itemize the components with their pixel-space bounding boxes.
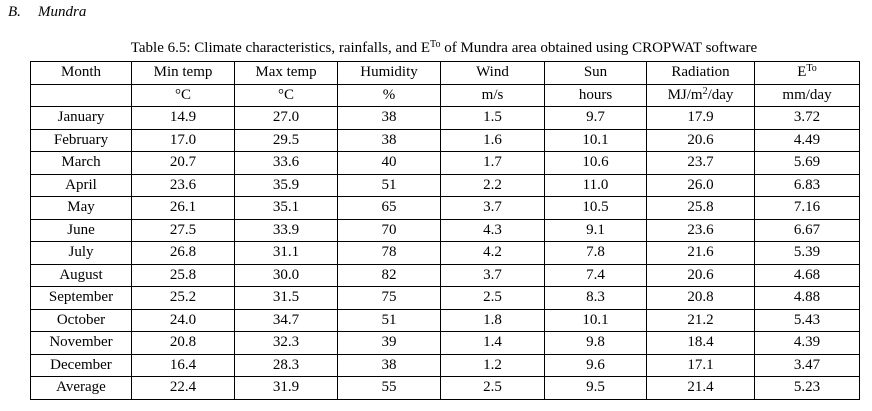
value-cell: 75 [338,287,441,310]
value-cell: 27.0 [235,107,338,130]
value-cell: 21.2 [647,309,755,332]
value-cell: 51 [338,309,441,332]
column-header [441,62,545,85]
unit-cell [31,84,132,107]
column-header-label: Wind [476,64,509,81]
column-header [132,62,235,85]
value-cell: 25.8 [132,264,235,287]
month-cell: September [31,287,132,310]
value-cell: 78 [338,242,441,265]
value-cell: 23.6 [647,219,755,242]
section-heading [8,4,86,21]
value-cell: 7.4 [545,264,647,287]
value-cell: 3.7 [441,197,545,220]
unit-cell [441,84,545,107]
table-caption [30,40,858,57]
value-cell: 22.4 [132,377,235,400]
value-cell: 25.2 [132,287,235,310]
value-cell: 55 [338,377,441,400]
value-cell: 4.39 [755,332,860,355]
table-row [31,377,860,400]
value-cell: 3.7 [441,264,545,287]
table-row [31,197,860,220]
table-row [31,219,860,242]
caption-text-end: of Mundra area obtained using CROPWAT software [440,40,758,56]
table-row [31,242,860,265]
unit-cell [755,84,860,107]
unit-label: mm/day [782,86,832,103]
month-cell: July [31,242,132,265]
value-cell: 21.4 [647,377,755,400]
value-cell: 70 [338,219,441,242]
value-cell: 27.5 [132,219,235,242]
value-cell: 32.3 [235,332,338,355]
value-cell: 25.8 [647,197,755,220]
column-header [235,62,338,85]
value-cell: 1.4 [441,332,545,355]
value-cell: 23.6 [132,174,235,197]
value-cell: 2.5 [441,287,545,310]
month-cell: March [31,152,132,175]
table-row [31,174,860,197]
table-row [31,264,860,287]
table-row [31,332,860,355]
value-cell: 30.0 [235,264,338,287]
value-cell: 6.83 [755,174,860,197]
value-cell: 1.6 [441,129,545,152]
value-cell: 1.5 [441,107,545,130]
value-cell: 38 [338,107,441,130]
value-cell: 23.7 [647,152,755,175]
value-cell: 35.9 [235,174,338,197]
value-cell: 20.8 [647,287,755,310]
unit-superscript: 2 [702,85,708,97]
value-cell: 1.7 [441,152,545,175]
caption-text: Table 6.5: Climate characteristics, rainfalls, and E [130,40,431,56]
month-cell: December [31,354,132,377]
column-header [338,62,441,85]
unit-label: °C [277,86,294,103]
value-cell: 24.0 [132,309,235,332]
value-cell: 3.72 [755,107,860,130]
column-header-label: Radiation [671,64,730,81]
value-cell: 9.5 [545,377,647,400]
month-cell: April [31,174,132,197]
month-cell: August [31,264,132,287]
value-cell: 38 [338,354,441,377]
value-cell: 4.2 [441,242,545,265]
value-cell: 4.88 [755,287,860,310]
month-cell: June [31,219,132,242]
value-cell: 5.69 [755,152,860,175]
value-cell: 28.3 [235,354,338,377]
value-cell: 26.8 [132,242,235,265]
month-cell: January [31,107,132,130]
column-header [31,62,132,85]
value-cell: 29.5 [235,129,338,152]
value-cell: 9.7 [545,107,647,130]
value-cell: 8.3 [545,287,647,310]
value-cell: 9.1 [545,219,647,242]
value-cell: 33.9 [235,219,338,242]
column-header-label: E [797,64,807,81]
value-cell: 51 [338,174,441,197]
value-cell: 11.0 [545,174,647,197]
month-cell: Average [31,377,132,400]
value-cell: 3.47 [755,354,860,377]
value-cell: 40 [338,152,441,175]
value-cell: 18.4 [647,332,755,355]
month-cell: February [31,129,132,152]
table-row [31,287,860,310]
value-cell: 31.1 [235,242,338,265]
column-header [647,62,755,85]
value-cell: 31.5 [235,287,338,310]
column-header [545,62,647,85]
unit-cell [647,84,755,107]
value-cell: 9.6 [545,354,647,377]
value-cell: 34.7 [235,309,338,332]
table-row [31,354,860,377]
value-cell: 20.6 [647,264,755,287]
table-row [31,309,860,332]
value-cell: 17.9 [647,107,755,130]
month-cell: October [31,309,132,332]
value-cell: 6.67 [755,219,860,242]
value-cell: 10.1 [545,309,647,332]
value-cell: 20.7 [132,152,235,175]
value-cell: 4.3 [441,219,545,242]
value-cell: 20.6 [647,129,755,152]
unit-label: m/s [481,86,504,103]
value-cell: 9.8 [545,332,647,355]
table-row [31,107,860,130]
unit-label: % [382,86,396,103]
value-cell: 4.49 [755,129,860,152]
unit-label: MJ/m [667,86,703,103]
value-cell: 5.43 [755,309,860,332]
value-cell: 26.0 [647,174,755,197]
value-cell: 7.8 [545,242,647,265]
unit-label: hours [578,86,613,103]
value-cell: 2.5 [441,377,545,400]
value-cell: 5.39 [755,242,860,265]
value-cell: 38 [338,129,441,152]
units-row [31,84,860,107]
unit-cell [545,84,647,107]
column-header-superscript: To [806,63,817,75]
header-row [31,62,860,85]
table-row [31,129,860,152]
value-cell: 33.6 [235,152,338,175]
value-cell: 7.16 [755,197,860,220]
column-header-label: Humidity [360,64,418,81]
column-header-label: Max temp [255,64,317,81]
value-cell: 4.68 [755,264,860,287]
value-cell: 1.2 [441,354,545,377]
value-cell: 65 [338,197,441,220]
value-cell: 31.9 [235,377,338,400]
unit-cell [338,84,441,107]
month-cell: November [31,332,132,355]
table-body [31,107,860,400]
value-cell: 17.1 [647,354,755,377]
month-cell: May [31,197,132,220]
section-title: Mundra [38,4,87,20]
value-cell: 16.4 [132,354,235,377]
caption-superscript: To [430,39,441,50]
value-cell: 82 [338,264,441,287]
unit-label-suffix: /day [707,86,734,103]
unit-cell [132,84,235,107]
value-cell: 1.8 [441,309,545,332]
value-cell: 5.23 [755,377,860,400]
value-cell: 17.0 [132,129,235,152]
value-cell: 10.6 [545,152,647,175]
column-header-label: Sun [583,64,608,81]
value-cell: 2.2 [441,174,545,197]
column-header-label: Month [60,64,101,81]
column-header-label: Min temp [153,64,213,81]
unit-cell [235,84,338,107]
value-cell: 21.6 [647,242,755,265]
section-letter: B. [8,4,21,20]
value-cell: 39 [338,332,441,355]
value-cell: 26.1 [132,197,235,220]
value-cell: 10.1 [545,129,647,152]
value-cell: 20.8 [132,332,235,355]
value-cell: 10.5 [545,197,647,220]
column-header [755,62,860,85]
unit-label: °C [174,86,191,103]
climate-table [30,61,860,400]
value-cell: 14.9 [132,107,235,130]
table-row [31,152,860,175]
value-cell: 35.1 [235,197,338,220]
